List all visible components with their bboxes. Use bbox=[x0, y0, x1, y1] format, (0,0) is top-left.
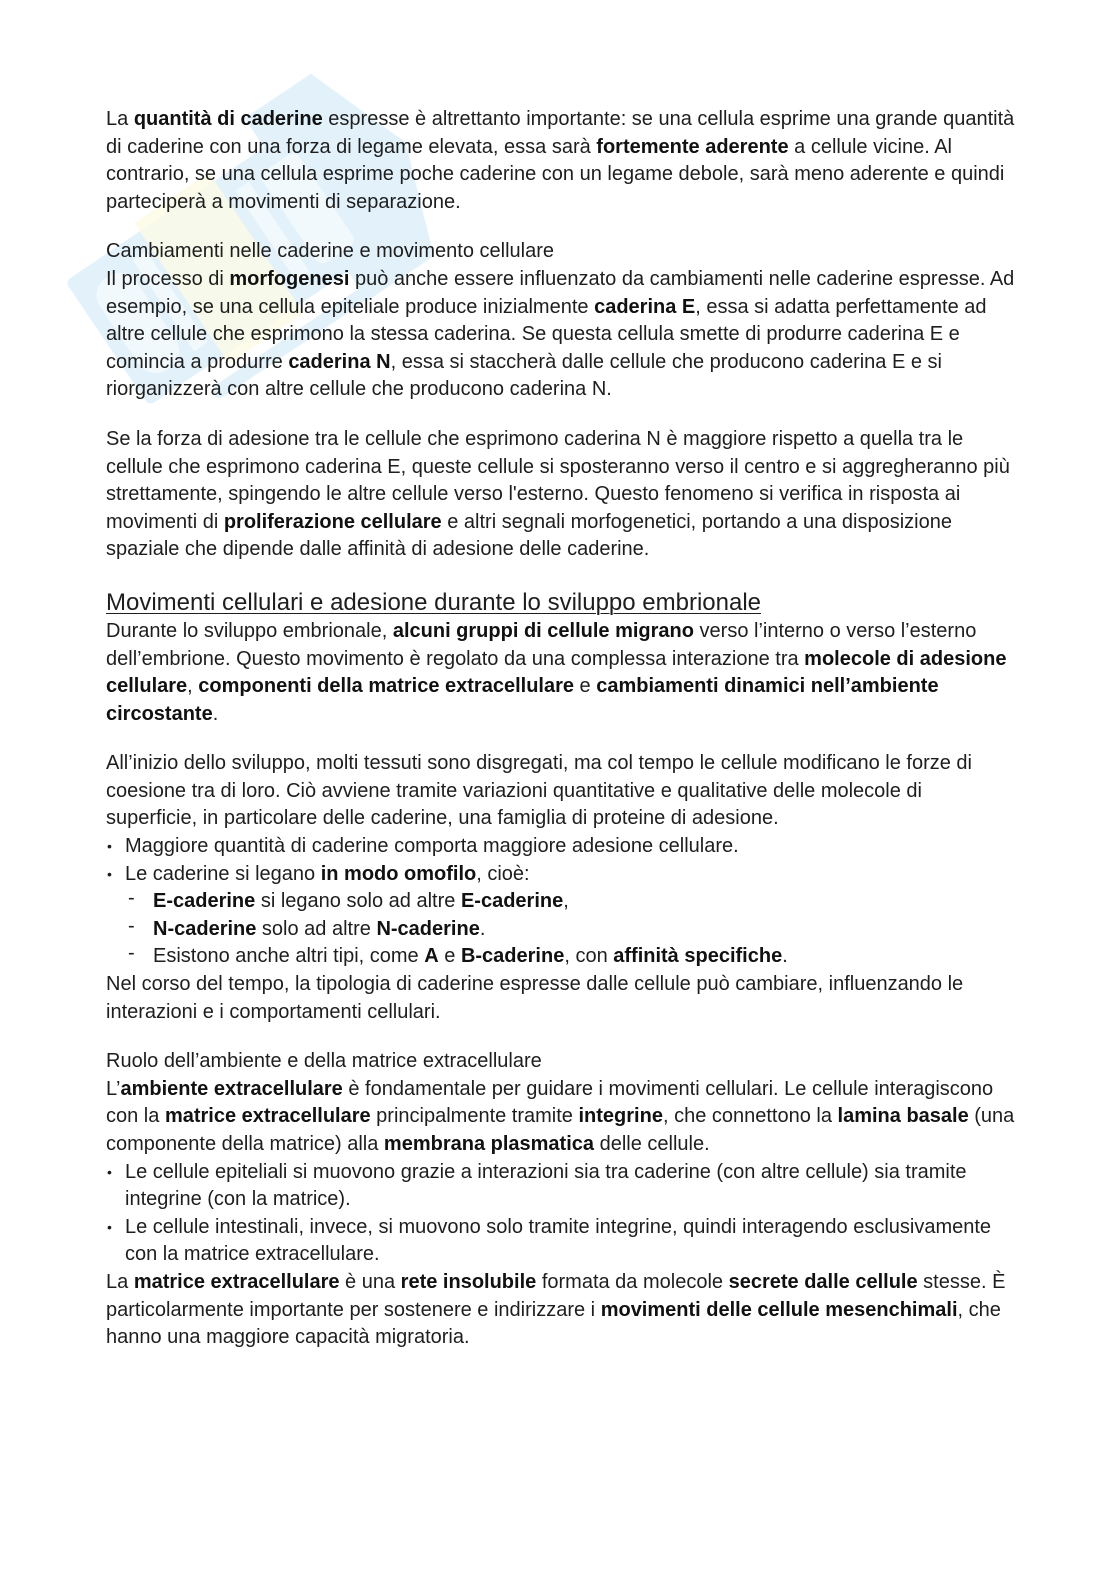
document-page bbox=[106, 106, 1016, 1352]
section-title-cadherin-changes: Cambiamenti nelle caderine e movimento cellulare bbox=[106, 240, 554, 263]
paragraph-adhesion-force: Se la forza di adesione tra le cellule che esprimono caderina N è maggiore rispetto a quella tra le cellule che esprimono caderina E, queste cellule si sposteranno verso il centro e si aggregheranno più strettamente, spingendo le altre cellule verso l'esterno. Questo fenomeno si verifica in risposta ai movimenti di proliferazione cellulare e altri segnali morfogenetici, portando a una disposizione spaziale che dipende dalle affinità di adesione delle caderine. bbox=[106, 427, 1010, 561]
list-item: ‐ Esistono anche altri tipi, come A e B-caderine, con affinità specifiche. bbox=[106, 943, 1016, 971]
list-item: ‐ N-caderine solo ad altre N-caderine. bbox=[106, 916, 1016, 944]
list-item: • Le caderine si legano in modo omofilo, cioè: bbox=[106, 861, 1016, 889]
list-item: • Maggiore quantità di caderine comporta maggiore adesione cellulare. bbox=[106, 833, 1016, 861]
paragraph-morphogenesis: Il processo di morfogenesi può anche essere influenzato da cambiamenti nelle caderine espresse. Ad esempio, se una cellula epiteliale produce inizialmente caderina E, essa si adatta perfettamente ad altre cellule che esprimono la stessa caderina. Se questa cellula smette di produrre caderina E e comincia a produrre caderina N, essa si staccherà dalle cellule che producono caderina E e si riorganizzerà con altre cellule che producono caderina N. bbox=[106, 267, 1015, 401]
paragraph-extracellular-environment: L’ambiente extracellulare è fondamentale per guidare i movimenti cellulari. Le cellule interagiscono con la matrice extracellulare principalmente tramite integrine, che connettono la lamina basale (una componente della matrice) alla membrana plasmatica delle cellule. bbox=[106, 1077, 1015, 1155]
paragraph-cohesion-forces: All’inizio dello sviluppo, molti tessuti sono disgregati, ma col tempo le cellule modificano le forze di coesione tra di loro. Ciò avviene tramite variazioni quantitative e qualitative delle molecole di superficie, in particolare delle caderine, una famiglia di proteine di adesione. bbox=[106, 752, 972, 830]
paragraph-cadherin-type-change: Nel corso del tempo, la tipologia di caderine espresse dalle cellule può cambiare, influenzando le interazioni e i comportamenti cellulari. bbox=[106, 973, 964, 1023]
heading-embryonic-development: Movimenti cellulari e adesione durante lo sviluppo embrionale bbox=[106, 588, 762, 616]
homophilic-sub-list bbox=[106, 888, 1016, 971]
section-title-extracellular-matrix: Ruolo dell’ambiente e della matrice extracellulare bbox=[106, 1050, 542, 1073]
list-item: • Le cellule epiteliali si muovono grazie a interazioni sia tra caderine (con altre cellule) sia tramite integrine (con la matrice). bbox=[106, 1159, 1016, 1214]
list-item: • Le cellule intestinali, invece, si muovono solo tramite integrine, quindi interagendo esclusivamente con la matrice extracellulare. bbox=[106, 1214, 1016, 1269]
paragraph-cadherin-quantity: La quantità di caderine espresse è altrettanto importante: se una cellula esprime una grande quantità di caderine con una forza di legame elevata, essa sarà fortemente aderente a cellule vicine. Al contrario, se una cellula esprime poche caderine con un legame debole, sarà meno aderente e quindi parteciperà a movimenti di separazione. bbox=[106, 108, 1015, 213]
paragraph-matrix-definition: La matrice extracellulare è una rete insolubile formata da molecole secrete dalle cellule stesse. È particolarmente importante per sostenere e indirizzare i movimenti delle cellule mesenchimali, che hanno una maggiore capacità migratoria. bbox=[106, 1270, 1006, 1349]
paragraph-cell-migration: Durante lo sviluppo embrionale, alcuni gruppi di cellule migrano verso l’interno o verso l’esterno dell’embrione. Questo movimento è regolato da una complessa interazione tra molecole di adesione cellulare, componenti della matrice extracellulare e cambiamenti dinamici nell’ambiente circostante. bbox=[106, 619, 1007, 725]
cell-types-bullet-list bbox=[106, 1159, 1016, 1269]
cadherin-bullet-list bbox=[106, 833, 1016, 888]
list-item: ‐ E-caderine si legano solo ad altre E-caderine, bbox=[106, 888, 1016, 916]
